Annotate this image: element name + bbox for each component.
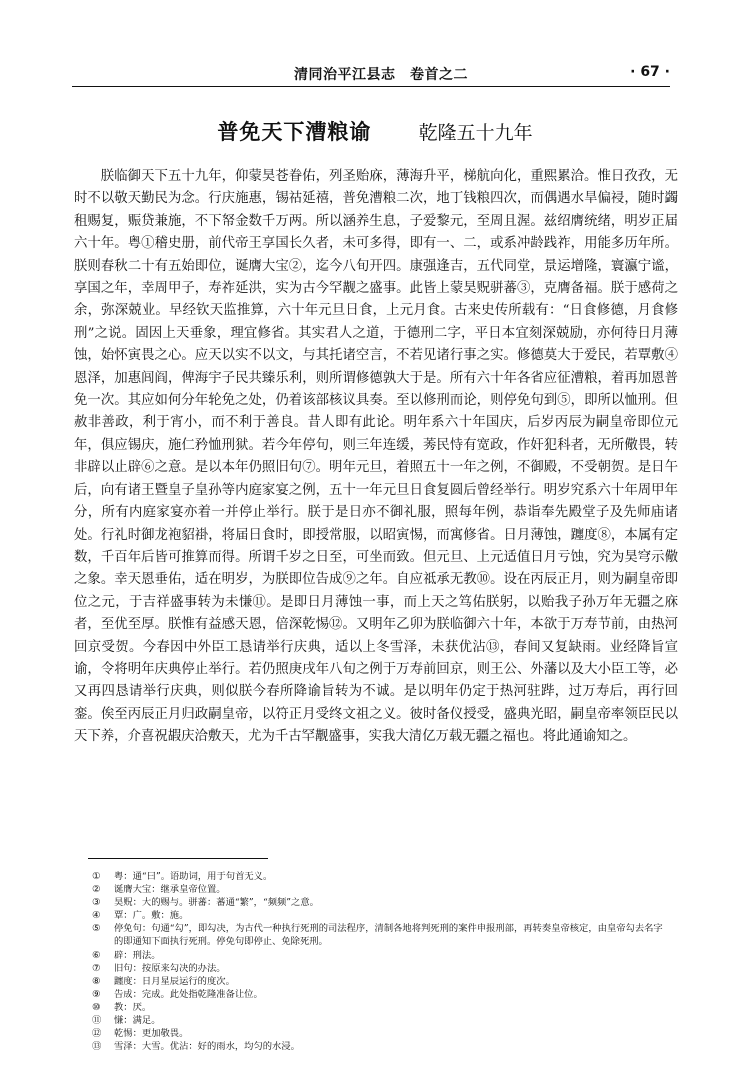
footnote-number: ⑩ [92,1001,101,1013]
footnote-number: ⑪ [92,1015,102,1027]
footnote-item [92,883,672,896]
footnote-number: ⑧ [92,975,101,987]
header-divider [72,86,670,87]
footnote-item [92,896,672,909]
footnote-text: 旧句：按原来勾决的办法。 [114,962,226,974]
footnote-text: 告成：完成。此处指乾隆准备让位。 [114,988,263,1000]
running-header [72,64,670,83]
footnote-number: ⑦ [92,962,101,974]
page-number: · 67 · [630,64,670,80]
footnote-text: 教：厌。 [114,1001,152,1013]
footnotes-list [92,870,672,1053]
footnote-text: 粤：通“曰”。语助词，用于句首无义。 [114,871,273,882]
footnote-number: ⑨ [92,988,101,1000]
footnote-text: 昊贶：大的赐与。骈蕃：蕃通“繁”，“频频”之意。 [114,897,319,909]
footnote-text: 躔度：日月星辰运行的度次。 [114,975,235,987]
document-title [0,116,750,146]
footnote-number: ① [92,871,101,882]
notes-divider [88,858,268,859]
footnote-item [92,988,672,1001]
footnote-item [92,1027,672,1040]
footnote-number: ⑤ [92,923,101,935]
footnote-text: 乾惕：更加敬畏。 [114,1028,189,1040]
footnote-number: ② [92,884,101,896]
document-era: 乾隆五十九年 [418,122,533,144]
footnote-item [92,922,672,948]
footnote-item [92,975,672,988]
edict-body-paragraph: 朕临御天下五十九年，仰蒙昊苍眷佑，列圣贻庥，薄海升平，梯航向化，重熙累洽。惟日孜孜，无时不以敬天勤民为念。行庆施惠，锡祜延禧，普免漕粮二次，地丁钱粮四次，而偶遇水旱偏祲，随时蠲租赐复，赈贷兼施，不下帑金数千万两。所以涵养生息，子爱黎元，至周且渥。兹绍膺统绪，明岁正届六十年。粤①稽史册，前代帝王享国长久者，未可多得，即有一、二，或系冲龄践祚，用能多历年所。朕则春秋二十有五始即位，诞膺大宝②，迄今八旬开四。康强逢吉，五代同堂，景运增隆，寰瀛宁谧，享国之年，幸周甲子，寿祚延洪，实为古今罕觏之盛事。此皆上蒙昊贶骈蕃③，克膺备福。朕于感荷之余，弥深兢业。早经钦天监推算，六十年元旦日食，上元月食。古来史传所载有：“日食修德，月食修刑”之说。固因上天垂象，理宜修省。其实君人之道，于德刑二字，平日本宜刻深兢励，亦何待日月薄蚀，始怀寅畏之心。应天以实不以文，与其托诸空言，不若见诸行事之实。修德莫大于爱民，若覃敷④恩泽，加惠闾阎，俾海宇子民共臻乐利，则所谓修德孰大于是。所有六十年各省应征漕粮，着再加恩普免一次。其应如何分年轮免之处，仍着该部核议具奏。至以修刑而论，则停免句到⑤，即所以恤刑。但赦非善政，利于宵小，而不利于善良。昔人即有此论。明年系六十年国庆，后岁丙辰为嗣皇帝即位元年，俱应锡庆，施仁矜恤刑狱。若今年停句，则三年连缓，莠民恃有宽政，作奸犯科者，无所儆畏，转非辟以止辟⑥之意。是以本年仍照旧句⑦。明年元旦，着照五十一年之例，不御殿，不受朝贺。是日午后，向有诸王暨皇子皇孙等内庭家宴之例，五十一年元旦日食复圆后曾经举行。明岁究系六十年周甲年分，所有内庭家宴亦着一并停止举行。朕于是日亦不御礼服，照每年例，恭诣奉先殿堂子及先师庙诸处。行礼时御龙袍貂褂，将届日食时，即授常服，以昭寅惕，而寓修省。日月薄蚀，躔度⑧，本属有定数，千百年后皆可推算而得。所谓千岁之日至，可坐而致。但元旦、上元适值日月亏蚀，究为昊穹示儆之象。幸天恩垂佑，适在明岁，为朕即位告成⑨之年。自应祗承无教⑩。设在丙辰正月，则为嗣皇帝即位之元，于吉祥盛事转为未慊⑪。是即日月薄蚀一事，而上天之笃佑朕躬，以贻我子孙万年无疆之庥者，至优至厚。朕惟有益感天恩，倍深乾惕⑫。又明年乙卯为朕临御六十年，本欲于万寿节前，由热河回京受贺。今春因中外臣工恳请举行庆典，适以上冬雪泽，未获优沾⑬，春间又复缺雨。业经降旨宣谕，令将明年庆典停止举行。若仍照庚戌年八旬之例于万寿前回京，则王公、外藩以及大小臣工等，必又再四恳请举行庆典，则似朕今春所降谕旨转为不诚。是以明年仍定于热河驻跸，过万寿后，再行回銮。俟至丙辰正月归政嗣皇帝，以符正月受终文祖之义。彼时备仪授受，盛典光昭，嗣皇帝率领臣民以天下养，介喜祝嘏庆洽敷天，尤为千古罕觏盛事，实我大清亿万载无疆之福也。将此通谕知之。 [74,169,678,745]
footnote-number: ⑫ [92,1028,102,1040]
footnote-number: ⑬ [92,1041,102,1053]
footnote-number: ④ [92,910,101,922]
document-title-main: 普免天下漕粮谕 [217,120,372,144]
footnote-item [92,1001,672,1014]
running-header-title: 清同治平江县志 卷首之二 [294,67,468,83]
footnote-text: 雪泽：大雪。优沾：好的雨水，均匀的水浸。 [114,1041,300,1053]
footnote-item [92,949,672,962]
footnote-text: 辟：刑法。 [114,949,161,961]
footnote-text: 停免句：句通“勾”，即勾决，为古代一种执行死刑的司法程序，清制各地将判死刑的案件申报刑部，再转奏皇帝核定，由皇帝勾去名字的即通知下面执行死刑。停免句即停止、免除死刑。 [114,923,663,948]
footnote-item [92,962,672,975]
footnote-number: ⑥ [92,949,101,961]
footnote-item [92,1014,672,1027]
footnote-number: ③ [92,897,101,909]
footnote-text: 覃：广。敷：施。 [114,910,189,922]
footnote-item [92,870,672,883]
footnote-item [92,1040,672,1053]
footnote-text: 慊：满足。 [114,1015,161,1027]
footnote-item [92,909,672,922]
footnote-text: 诞膺大宝：继承皇帝位置。 [114,884,226,896]
